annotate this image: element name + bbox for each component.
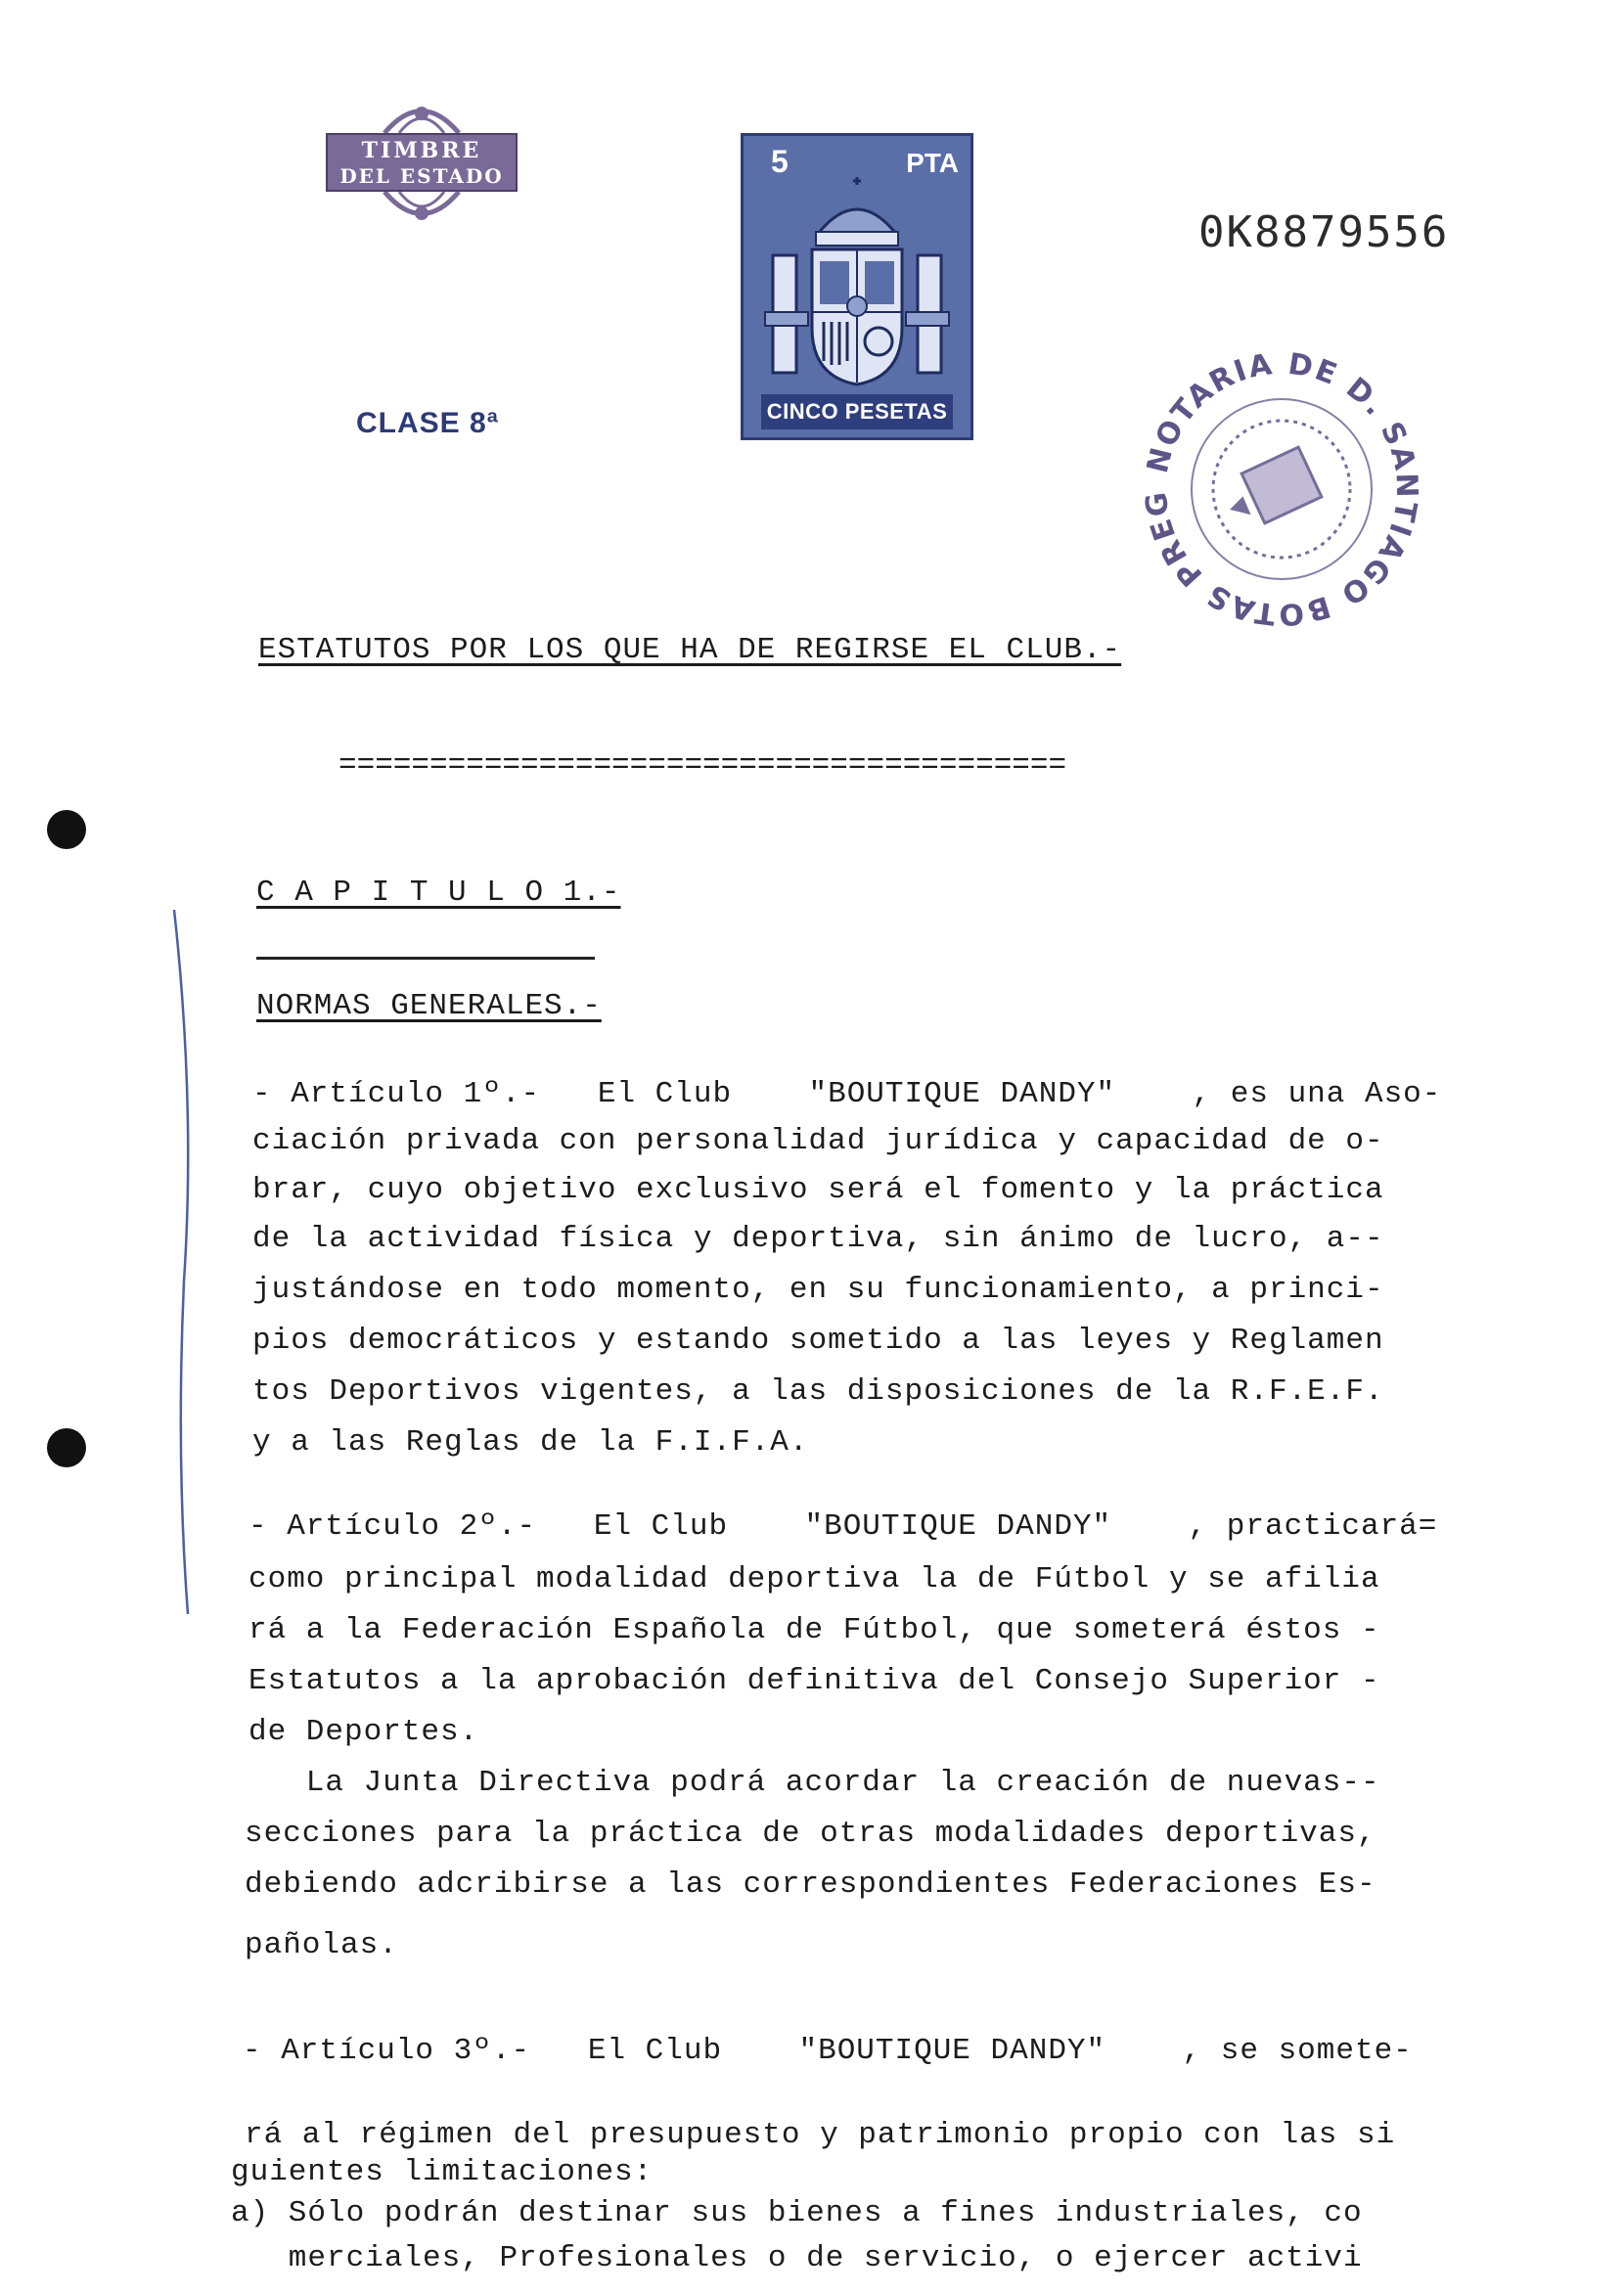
chapter-heading: C A P I T U L O 1.- [256,876,621,910]
document-title: ESTATUTOS POR LOS QUE HA DE REGIRSE EL CLUB.- [258,633,1122,667]
body-line: brar, cuyo objetivo exclusivo será el fomento y la práctica [252,1173,1384,1207]
timbre-line2: DEL ESTADO [339,164,504,188]
stamp-band: CINCO PESETAS [761,394,953,429]
margin-line [166,910,205,1614]
body-line: pañolas. [245,1928,398,1962]
body-line: secciones para la práctica de otras modalidades deportivas, [245,1817,1376,1851]
timbre-del-estado-emblem [326,94,518,231]
body-line: rá al régimen del presupuesto y patrimonio propio con las si [245,2118,1396,2152]
body-line: - Artículo 1º.- El Club "BOUTIQUE DANDY" , es una Aso- [252,1077,1442,1111]
tax-stamp [741,133,973,440]
body-line: de la actividad física y deportiva, sin ánimo de lucro, a-- [252,1222,1384,1256]
body-line: La Junta Directiva podrá acordar la creación de nuevas-- [248,1766,1380,1800]
timbre-line1: TIMBRE [361,138,482,163]
body-line: merciales, Profesionales o de servicio, o ejercer activi [231,2241,1363,2275]
body-line: y a las Reglas de la F.I.F.A. [252,1425,809,1460]
body-line: Estatutos a la aprobación definitiva del Consejo Superior - [248,1664,1380,1698]
body-line: rá a la Federación Española de Fútbol, que someterá éstos - [248,1613,1380,1647]
title-divider: ======================================== [338,748,1067,783]
body-line: - Artículo 2º.- El Club "BOUTIQUE DANDY" , practicará= [248,1509,1438,1544]
punch-hole-top [47,810,86,849]
body-line: - Artículo 3º.- El Club "BOUTIQUE DANDY" , se somete- [243,2034,1413,2068]
chapter-rule [256,957,595,960]
clase-label: CLASE 8ª [356,407,499,439]
body-line: a) Sólo podrán destinar sus bienes a fines industriales, co [231,2196,1363,2230]
body-line: ciación privada con personalidad jurídica y capacidad de o- [252,1124,1384,1158]
body-line: tos Deportivos vigentes, a las disposiciones de la R.F.E.F. [252,1374,1384,1409]
stamp-unit: PTA [906,148,959,178]
body-line: debiendo adcribirse a las correspondientes Federaciones Es- [245,1867,1376,1902]
serial-number: 0K8879556 [1198,207,1450,257]
stamp-value: 5 [771,144,789,179]
body-line: como principal modalidad deportiva la de Fútbol y se afilia [248,1562,1380,1597]
body-line: guientes limitaciones: [231,2155,654,2189]
punch-hole-bottom [47,1428,86,1467]
body-line: pios democráticos y estando sometido a las leyes y Reglamen [252,1324,1384,1358]
coat-of-arms-icon [755,175,959,390]
body-line: justándose en todo momento, en su funcionamiento, a princi- [252,1273,1384,1307]
body-line: de Deportes. [248,1715,479,1749]
chapter-subheading: NORMAS GENERALES.- [256,989,602,1023]
seal-text: NOTARIA DE D. SANTIAGO BOTAS PREG [1139,346,1424,632]
notary-seal [1125,333,1438,646]
